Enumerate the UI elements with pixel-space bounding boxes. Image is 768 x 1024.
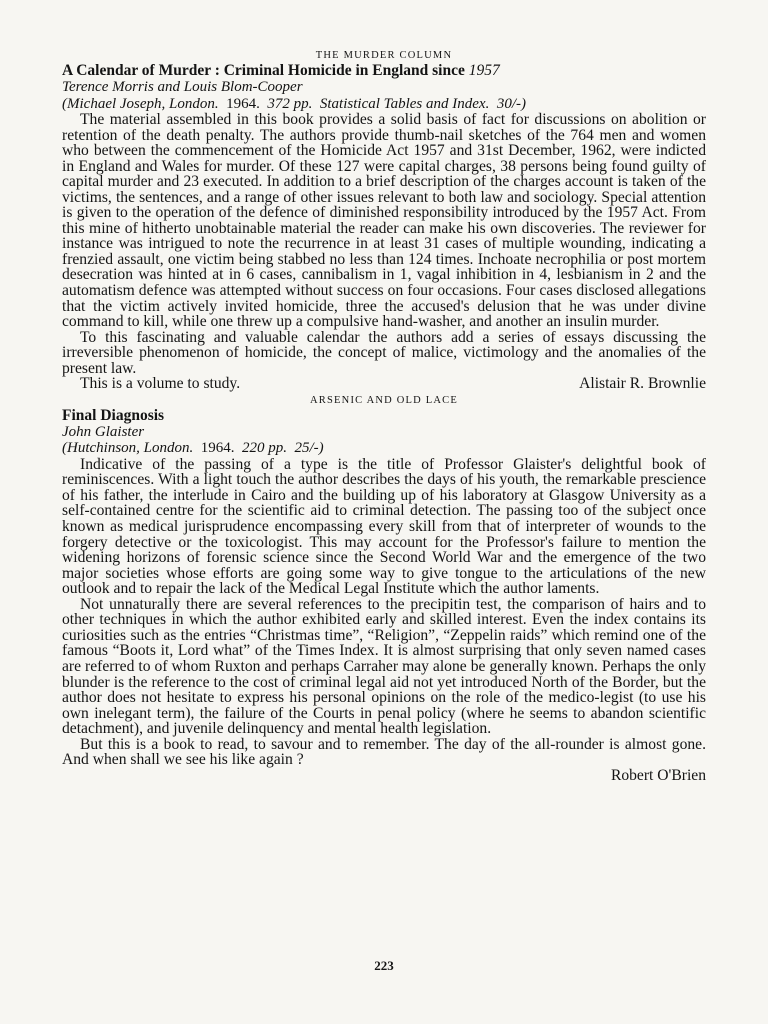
book-authors: Terence Morris and Louis Blom-Cooper [62, 79, 303, 95]
review-paragraph: But this is a book to read, to savour and to remember. The day of the all-rounder is almost gone. And when shall we see his like again ? [62, 735, 706, 769]
column-label: THE MURDER COLUMN [315, 50, 453, 61]
publication-details [62, 96, 706, 113]
review-paragraph: Not unnaturally there are several references to the precipitin test, the comparison of hairs and to other techniques in which the author exhibited early and skilled interest. Even the index contains its curiosities such as the entries “Christmas time”, “Religion”, “Zeppelin raids” which remind one of the famous “Boots it, Lord what” of the Times Index. It is almost surprising that only seven named cases are referred to of whom Ruxton and perhaps Carraher may alone be generally known. Perhaps the only blunder is the reference to the cost of criminal legal aid not yet introduced North of the Border, but the author does not hesitate to express his personal opinions on the role of the medico-legist (to use his own inelegant term), the failure of the Courts in penal policy (where he seems to abandon scientific detachment), and juvenile delinquency and mental health legislation. [62, 595, 706, 738]
reviewer-signature: Robert O'Brien [610, 766, 706, 784]
review-final-diagnosis [62, 395, 706, 783]
column-label: ARSENIC AND OLD LACE [310, 394, 458, 406]
book-title [62, 62, 706, 79]
closing-line: This is a volume to study. [80, 375, 241, 393]
publication-details [62, 440, 706, 457]
publisher: (Hutchinson, London. [62, 440, 194, 457]
publisher: (Michael Joseph, London. [62, 95, 219, 112]
page-number: 223 [374, 958, 394, 973]
pub-year: 1964. [200, 440, 235, 457]
book-title-text: A Calendar of Murder : Criminal Homicide in England since [62, 62, 469, 79]
review-paragraph: The material assembled in this book provides a solid basis of fact for discussions on abolition or retention of the death penalty. The authors provide thumb-nail sketches of the 764 men and women who between the commencement of the Homicide Act 1957 and 31st December, 1962, were indicted in England and Wales for murder. Of these 127 were capital charges, 38 persons being found guilty of capital murder and 23 executed. In addition to a brief description of the charges account is taken of the victims, the sentences, and a range of other issues relevant to both law and sociology. Special attention is given to the operation of the defence of diminished responsibility introduced by the 1957 Act. From this mine of hitherto unobtainable material the reader can make his own discoveries. The reviewer for instance was intrigued to note the recurrence in at least 31 cases of multiple wounding, indicating a frenzied assault, one victim being stabbed no less than 124 times. Inchoate necrophilia or post mortem desecration was hinted at in 6 cases, cannibalism in 1, vagal inhibition in 4, lesbianism in 2 and the automatism defence was attempted without success on four occasions. Four cases disclosed allegations that the victim actively invited homicide, three the accused's delusion that he was under divine command to kill, while one threw up a compulsive hand-washer, and another an insulin murder. [62, 111, 706, 331]
book-author: John Glaister [62, 423, 145, 440]
pub-extra: Statistical Tables and Index. [319, 95, 490, 112]
closing-row [62, 376, 706, 392]
book-title-year: 1957 [468, 62, 500, 79]
book-title: Final Diagnosis [62, 406, 165, 424]
review-paragraph: Indicative of the passing of a type is the title of Professor Glaister's delightful book of reminiscences. With a light touch the author describes the days of his youth, the remarkable prescience of his father, the interlude in Cairo and the building up of his laboratory at Glasgow University as a self-contained centre for the scientific aid to criminal detection. The passing too of the subject once known as medical jurisprudence encompassing every skill from that of interpreter of wounds to the forgery detective or the toxicologist. This may account for the Professor's failure to mention the widening horizons of forensic science since the Second World War and the emergence of the two major societies whose efforts are going some way to give tongue to the articulations of the new outlook and to repair the lack of the Medical Legal Institute which the author laments. [62, 455, 706, 598]
pub-year: 1964. [226, 95, 260, 112]
price: 25/-) [294, 440, 324, 457]
price: 30/-) [496, 95, 527, 112]
reviewer-signature: Alistair R. Brownlie [579, 375, 706, 393]
review-paragraph: To this fascinating and valuable calendar the authors add a series of essays discussing the irreversible phenomenon of homicide, the concept of malice, victimology and the anomalies of the present law. [62, 328, 706, 377]
page-count: 372 pp. [267, 95, 313, 112]
review-calendar-of-murder [62, 50, 706, 392]
page-count: 220 pp. [242, 440, 287, 457]
